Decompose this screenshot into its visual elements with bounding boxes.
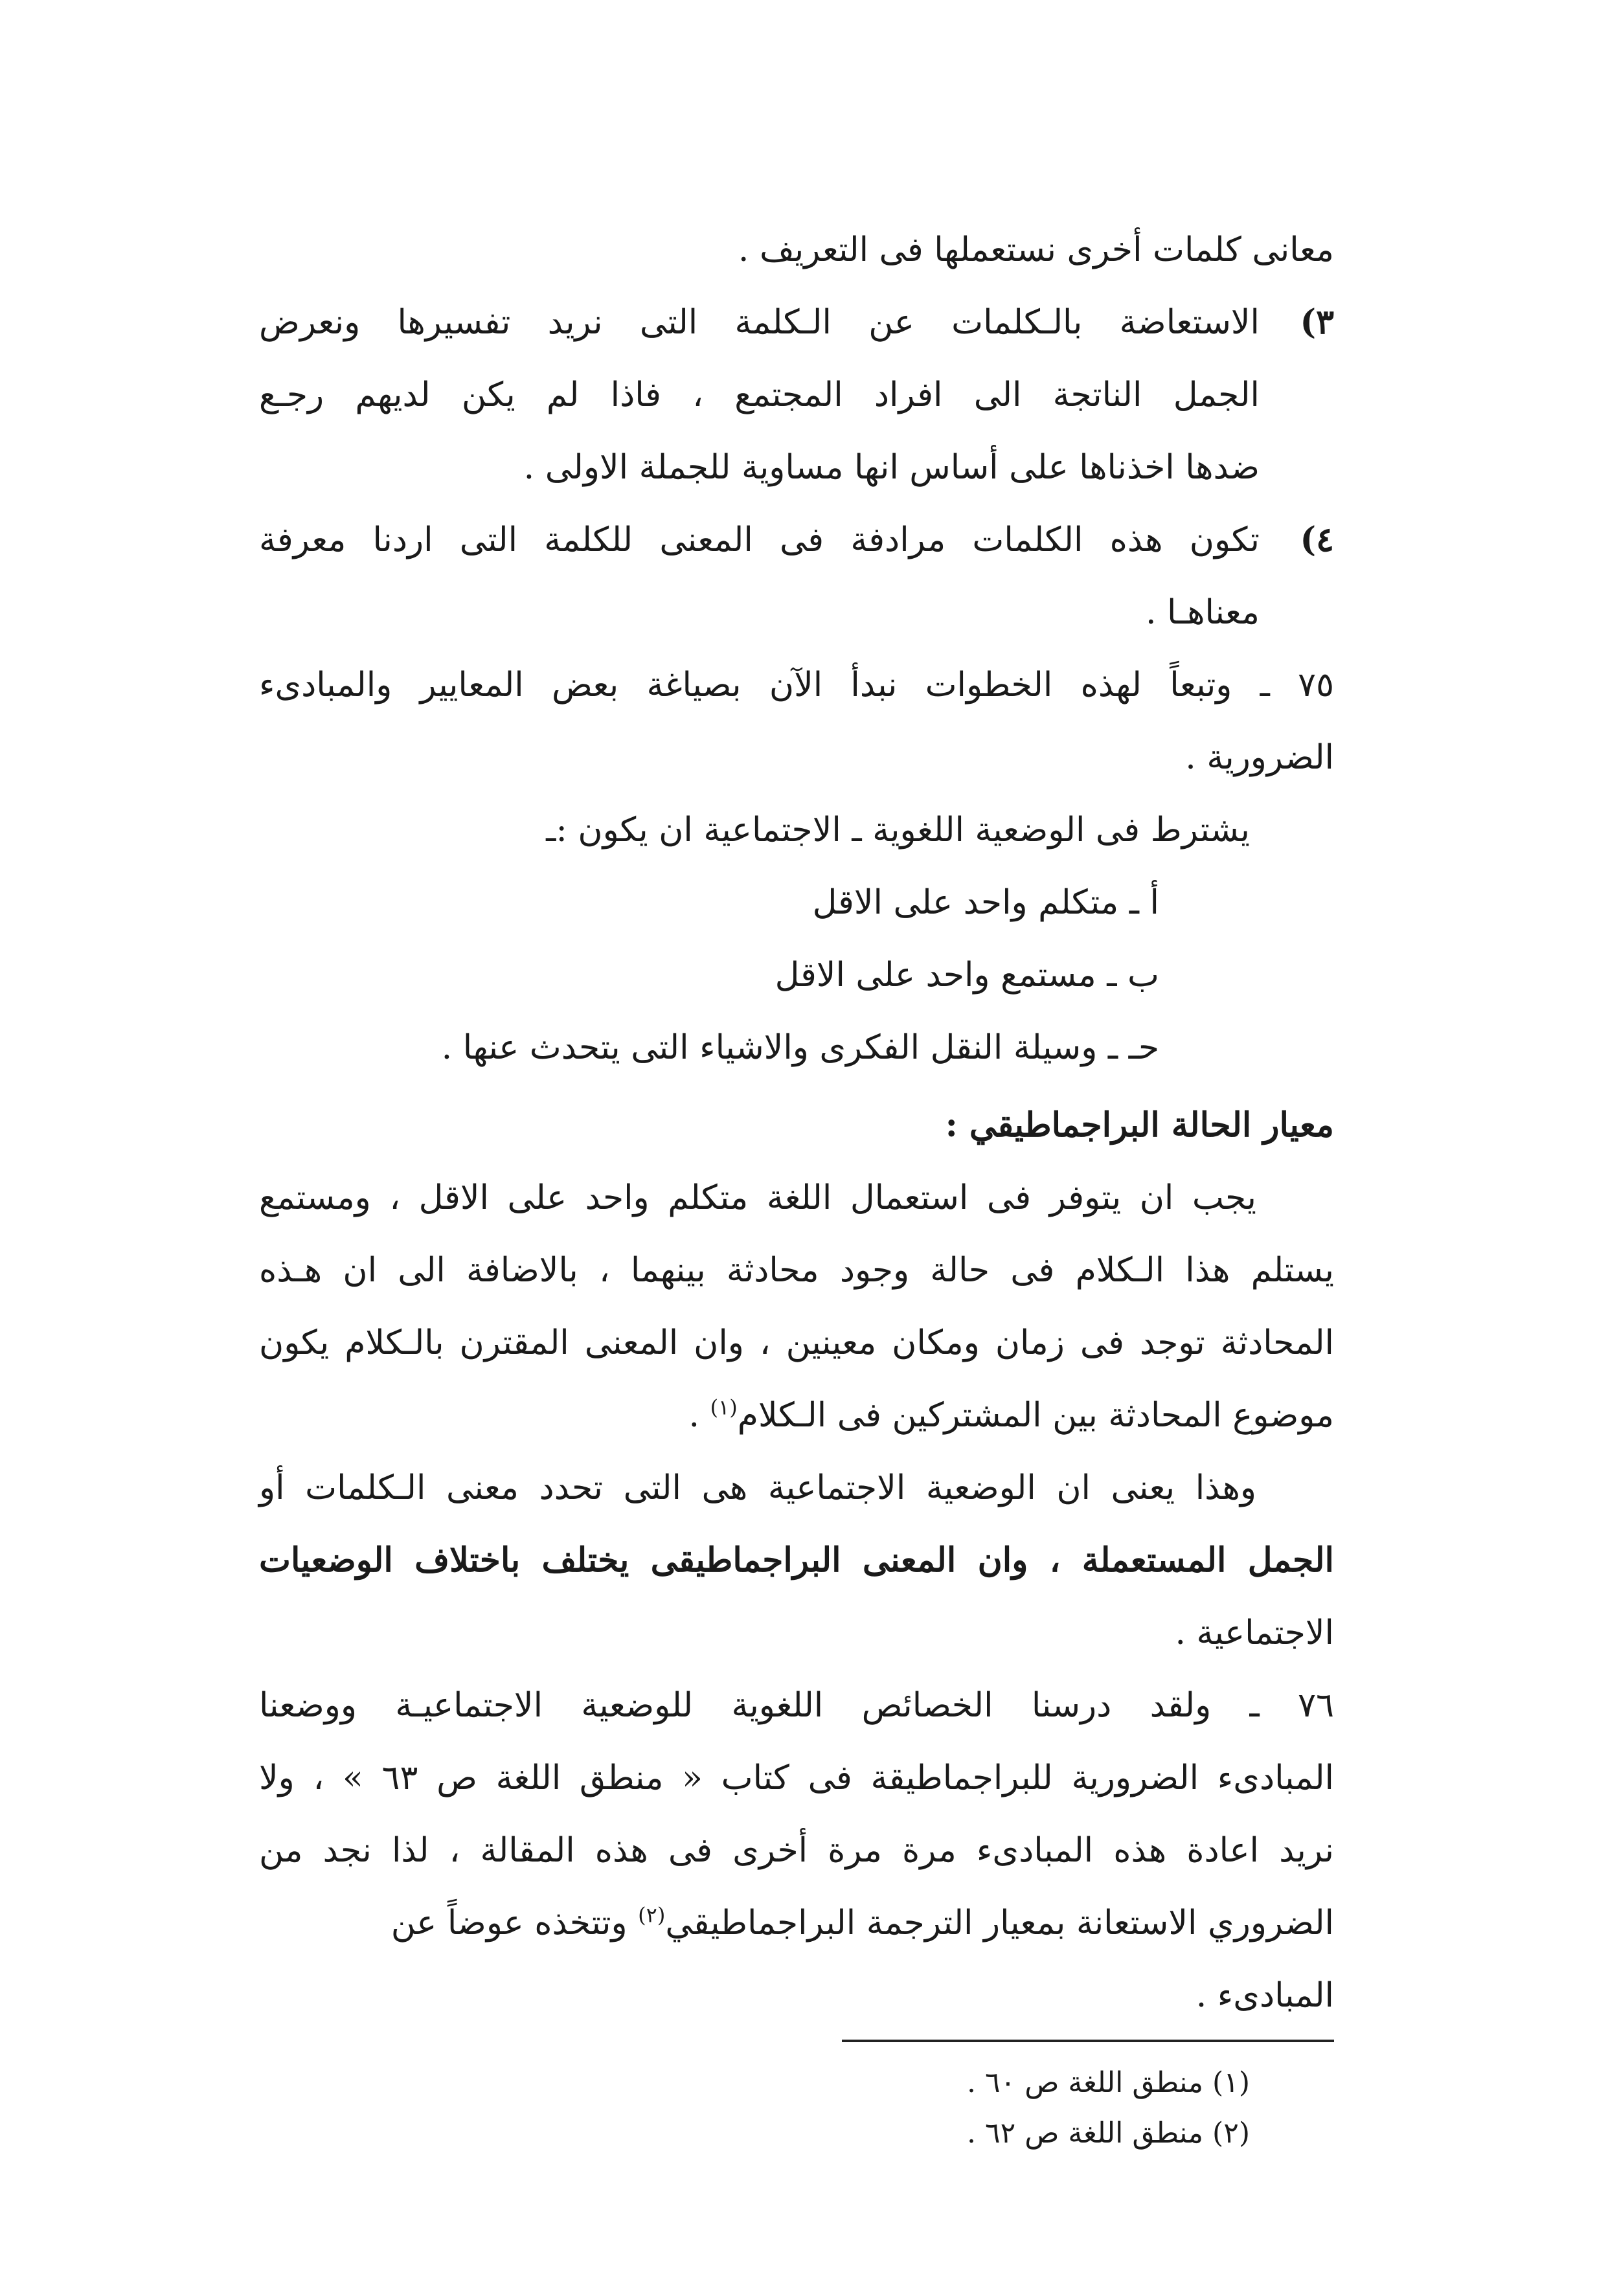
line-text: الضروري الاستعانة بمعيار الترجمة البراجماطيقي bbox=[665, 1904, 1334, 1942]
paragraph-76-line: المبادىء . bbox=[1195, 1976, 1334, 2015]
paragraph-76-line: المبادىء الضرورية للبراجماطيقة فى كتاب « منطق اللغة ص ٦٣ » ، ولا bbox=[259, 1759, 1335, 1797]
condition-b: ب ـ مستمع واحد على الاقل bbox=[775, 956, 1159, 995]
item-number: ٣) bbox=[1300, 302, 1334, 342]
text-line: تكون هذه الكلمات مرادفة فى المعنى للكلمة التى اردنا معرفة bbox=[259, 521, 1260, 559]
section-heading: معيار الحالة البراجماطيقي : bbox=[945, 1105, 1334, 1145]
list-item-4 bbox=[259, 504, 1334, 649]
text-line: معانى كلمات أخرى نستعملها فى التعريف . bbox=[738, 231, 1334, 269]
page-body bbox=[259, 214, 1334, 2032]
paragraph-line: الجمل المستعملة ، وان المعنى البراجماطيقى يختلف باختلاف الوضعيات bbox=[259, 1540, 1334, 1580]
text-line: ضدها اخذناها على أساس انها مساوية للجملة الاولى . bbox=[523, 448, 1260, 487]
paragraph-76-line: نريد اعادة هذه المبادىء مرة مرة أخرى فى هذه المقالة ، لذا نجد من bbox=[259, 1831, 1334, 1870]
item-number: ٤) bbox=[1300, 520, 1334, 559]
condition-a: أ ـ متكلم واحد على الاقل bbox=[812, 883, 1159, 922]
paragraph-line: وهذا يعنى ان الوضعية الاجتماعية هى التى تحدد معنى الـكلمات أو bbox=[259, 1469, 1256, 1507]
paragraph-line bbox=[259, 1379, 1334, 1452]
footnote-ref-2: (٢) bbox=[638, 1902, 666, 1928]
paragraph-76-line bbox=[259, 1887, 1334, 1959]
footnote-2: (٢) منطق اللغة ص ٦٢ . bbox=[966, 2117, 1250, 2150]
paragraph-75-line: ٧٥ ـ وتبعاً لهذه الخطوات نبدأ الآن بصياغة بعض المعايير والمبادىء bbox=[259, 666, 1334, 704]
footnote-ref-1: (١) bbox=[710, 1395, 738, 1420]
line-text: موضوع المحادثة بين المشتركين فى الـكلام bbox=[737, 1396, 1334, 1435]
paragraph-76-line: ٧٦ ـ ولقد درسنا الخصائص اللغوية للوضعية الاجتماعيـة ووضعنا bbox=[259, 1686, 1334, 1725]
footnote-divider bbox=[842, 2040, 1334, 2042]
line-end: وتتخذه عوضاً عن bbox=[391, 1904, 639, 1942]
condition-intro: يشترط فى الوضعية اللغوية ـ الاجتماعية ان يكون :ـ bbox=[546, 811, 1250, 850]
paragraph-75-line: الضرورية . bbox=[1185, 738, 1334, 777]
paragraph-line: يستلم هذا الـكلام فى حالة وجود محادثة بينهما ، بالاضافة الى ان هـذه bbox=[259, 1251, 1334, 1290]
footnotes bbox=[967, 2058, 1250, 2159]
list-item-3 bbox=[259, 286, 1334, 504]
text-line: معناهـا . bbox=[1145, 593, 1260, 632]
text-line: الجمل الناتجة الى افراد المجتمع ، فاذا لم يكن لديهم رجـع bbox=[259, 376, 1260, 414]
text-line: الاستعاضة بالـكلمات عن الـكلمة التى نريد تفسيرها ونعرض bbox=[259, 303, 1260, 342]
condition-c: حـ ـ وسيلة النقل الفكرى والاشياء التى يتحدث عنها . bbox=[441, 1028, 1159, 1067]
paragraph-line: المحادثة توجد فى زمان ومكان معينين ، وان المعنى المقترن بالـكلام يكون bbox=[259, 1323, 1334, 1362]
paragraph-line: الاجتماعية . bbox=[1175, 1614, 1334, 1652]
line-end: . bbox=[688, 1396, 710, 1435]
footnote-1: (١) منطق اللغة ص ٦٠ . bbox=[966, 2066, 1250, 2099]
paragraph-line: يجب ان يتوفر فى استعمال اللغة متكلم واحد على الاقل ، ومستمع bbox=[259, 1178, 1257, 1217]
